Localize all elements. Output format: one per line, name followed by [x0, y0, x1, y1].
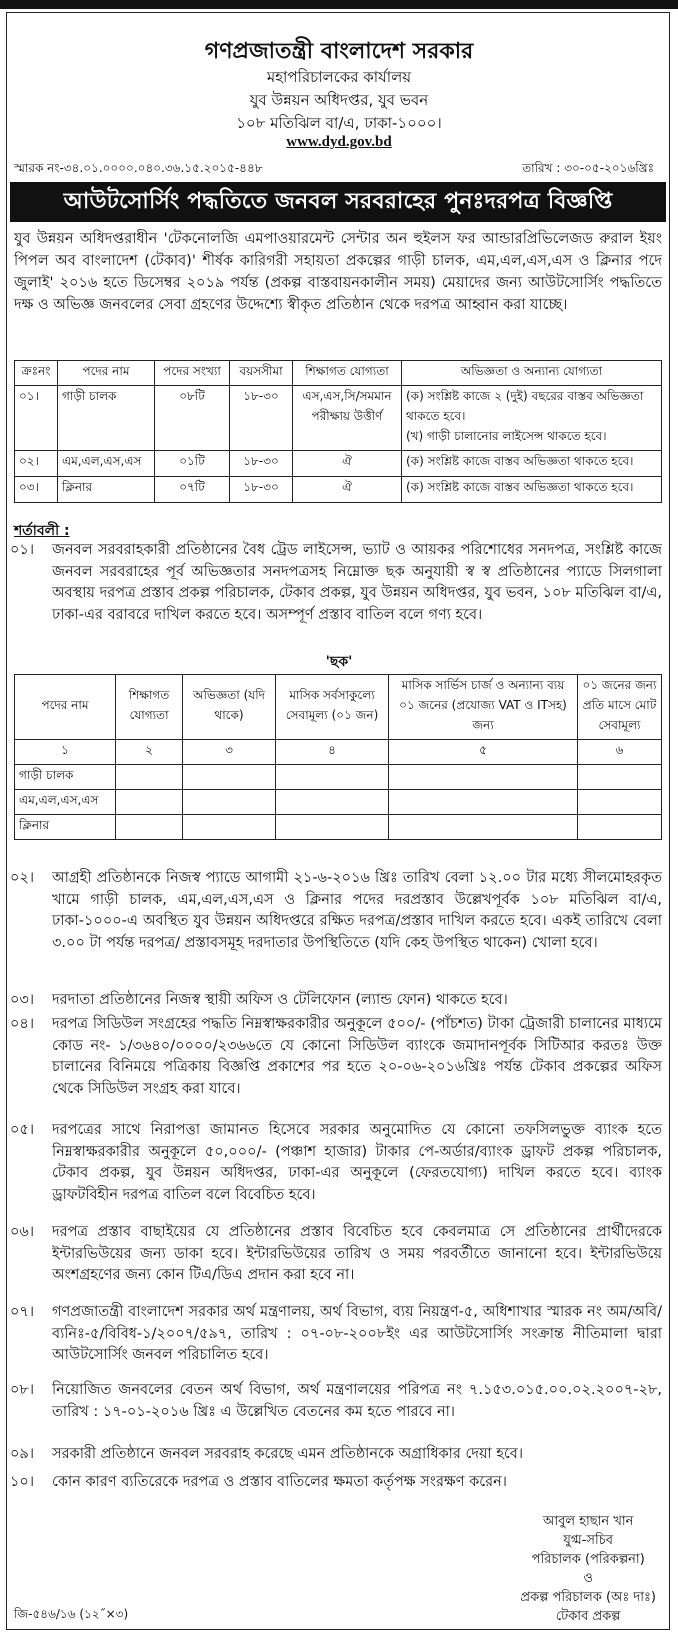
posts-table [14, 360, 662, 503]
cell-edu: ঐ [293, 477, 402, 503]
office-address: ১০৮ মতিঝিল বা/এ, ঢাকা-১০০০। [236, 114, 442, 132]
cell-edu: ঐ [293, 451, 402, 477]
cell-exp: (ক) সংশ্লিষ্ট কাজে বাস্তব অভিজ্ঞতা থাকতে হবে। [402, 477, 662, 503]
form-col-monthly: মাসিক সর্বসাকুল্যে সেবামূল্য (০১ জন) [276, 675, 389, 740]
condition-text: সরকারী প্রতিষ্ঠানে জনবল সরবরাহ করেছে এমন প্রতিষ্ঠানকে অগ্রাধিকার দেয়া হবে। [52, 1446, 524, 1462]
signature-block [520, 1512, 656, 1626]
form-cell [276, 790, 389, 815]
cell-exp [402, 386, 662, 451]
signatory-title: টেকাব প্রকল্প [555, 1609, 621, 1624]
form-col-edu: শিক্ষাগত যোগ্যতা [116, 675, 183, 740]
notice-banner: আউটসোর্সিং পদ্ধতিতে জনবল সরবরাহের পুনঃদরপত্র বিজ্ঞপ্তি [10, 182, 666, 222]
office-name: মহাপরিচালকের কার্যালয় [266, 68, 412, 86]
form-cell [389, 765, 578, 790]
cell-sl: ০৩। [15, 477, 58, 503]
condition-number: ০১। [10, 542, 35, 558]
condition-text: জনবল সরবরাহকারী প্রতিষ্ঠানের বৈধ ট্রেড লাইসেন্স, ভ্যাট ও আয়কর পরিশোধের সনদপত্র, সংশ্লিষ্ট কাজে জনবল সরবরাহের পূর্ব অভিজ্ঞতার সনদপত্রসহ নিম্নোক্ত ছক অনুযায়ী স্ব স্ব প্রতিষ্ঠানের প্যাডে সিলগালা অবস্থায় দরপত্র প্রস্তাব প্রকল্প পরিচালক, টেকাব প্রকল্প, যুব উন্নয়ন অধিদপ্তর, যুব ভবন, ১০৮ মতিঝিল বা/এ, ঢাকা-এর বরাবরে দাখিল করতে হবে। অসম্পূর্ণ প্রস্তাব বাতিল বলে গণ্য হবে। [52, 542, 662, 623]
condition-number: ০৬। [10, 1224, 35, 1240]
condition-item [10, 1380, 662, 1423]
cell-count: ০৭টি [155, 477, 230, 503]
cell-post: ক্লিনার [58, 477, 155, 503]
form-num: ১ [15, 740, 116, 765]
department-name: যুব উন্নয়ন অধিদপ্তর, যুব ভবন [249, 91, 429, 109]
condition-number: ০৯। [10, 1446, 35, 1462]
form-row-label: গাড়ী চালক [15, 765, 116, 790]
cell-count: ০১টি [155, 451, 230, 477]
table-row [15, 477, 662, 503]
form-cell [578, 815, 662, 840]
condition-text: দরপত্র প্রস্তাব বাছাইয়ের যে প্রতিষ্ঠানের প্রস্তাব বিবেচিত হবে কেবলমাত্র সে প্রতিষ্ঠানের প্রার্থীদেরকে ইন্টারভিউয়ের জন্য ডাকা হবে। ইন্টারভিউয়ের তারিখ ও সময় পরবর্তীতে জানানো হবে। ইন্টারভিউয়ে অংশগ্রহণের জন্য কোন টিএ/ডিএ প্রদান করা হবে না। [52, 1224, 662, 1283]
condition-text: দরপত্রের সাথে নিরাপত্তা জামানত হিসেবে সরকার অনুমোদিত যে কোনো তফসিলভুক্ত ব্যাংক হতে নিম্নস্বাক্ষরকারীর অনুকূলে ৫০,০০০/- (পঞ্চাশ হাজার) টাকার পে-অর্ডার/ব্যাংক ড্রাফট প্রকল্প পরিচালক, টেকাব প্রকল্প, যুব উন্নয়ন অধিদপ্তর, ঢাকা-এর অনুকূলে (ফেরতযোগ্য) দাখিল করতে হবে। ব্যাংক ড্রাফটবিহীন দরপত্র বাতিল বলে বিবেচিত হবে। [52, 1122, 662, 1203]
signatory-title: যুগ্ম-সচিব [563, 1533, 613, 1548]
intro-paragraph: যুব উন্নয়ন অধিদপ্তরাধীন 'টেকনোলজি এমপাওয়ারমেন্ট সেন্টার অন হুইলস ফর আন্ডারপ্রিভিলেজড রুরাল ইয়ং পিপল অব বাংলাদেশ (টেকাব)' শীর্ষক কারিগরী সহায়তা প্রকল্পের গাড়ী চালক, এম,এল,এস,এস ও ক্লিনার পদে জুলাই' ২০১৬ হতে ডিসেম্বর ২০১৯ পর্যন্ত (প্রকল্প বাস্তবায়নকালীন সময়) মেয়াদের জন্য আউটসোর্সিং পদ্ধতিতে দক্ষ ও অভিজ্ঞ জনবলের সেবা গ্রহণের উদ্দেশ্যে স্বীকৃত প্রতিষ্ঠান থেকে দরপত্র আহ্বান করা যাচ্ছে। [14, 231, 662, 313]
condition-item [10, 1302, 662, 1367]
form-cell [183, 790, 276, 815]
condition-text: দরদাতা প্রতিষ্ঠানের নিজস্ব স্থায়ী অফিস ও টেলিফোন (ল্যান্ড ফোন) থাকতে হবে। [52, 992, 508, 1008]
condition-item [10, 868, 662, 954]
condition-item [10, 1120, 662, 1206]
signatory-conjunction: ও [583, 1571, 593, 1586]
form-title: 'ছক' [325, 654, 353, 670]
form-cell [389, 815, 578, 840]
col-header-post: পদের নাম [58, 361, 155, 386]
col-header-edu: শিক্ষাগত যোগ্যতা [293, 361, 402, 386]
condition-item [10, 1444, 662, 1466]
form-table-header [15, 675, 662, 740]
website-link[interactable]: www.dyd.gov.bd [286, 134, 392, 150]
col-header-exp: অভিজ্ঞতা ও অন্যান্য যোগ্যতা [402, 361, 662, 386]
condition-item [10, 540, 662, 626]
form-cell [116, 765, 183, 790]
condition-number: ০৪। [10, 1016, 35, 1032]
footer-code: জি-৫৪৬/১৬ (১২˝×৩) [14, 1607, 129, 1621]
form-col-service: মাসিক সার্ভিস চার্জ ও অন্যান্য ব্যয় ০১ জনের (প্রযোজ্য VAT ও ITসহ) জন্য [389, 675, 578, 740]
condition-number: ০৩। [10, 992, 35, 1008]
form-num: ৩ [183, 740, 276, 765]
form-cell [578, 790, 662, 815]
signatory-title: প্রকল্প পরিচালক (অঃ দাঃ) [520, 1590, 656, 1605]
condition-text: গণপ্রজাতন্ত্রী বাংলাদেশ সরকার অর্থ মন্ত্রণালয়, অর্থ বিভাগ, ব্যয় নিয়ন্ত্রণ-৫, অধিশাখার স্মারক নং অম/অবি/ব্যনিঃ-৫/বিবিধ-১/২০০৭/৫৯৭, তারিখ : ০৭-০৮-২০০৮ইং এর আউটসোর্সিং সংক্রান্ত নীতিমালা দ্বারা আউটসোর্সিং জনবল পরিচালিত হবে। [52, 1304, 662, 1363]
table-row [15, 815, 662, 840]
condition-number: ০৮। [10, 1382, 35, 1398]
condition-item [10, 1222, 662, 1287]
form-num: ৪ [276, 740, 389, 765]
form-cell [183, 765, 276, 790]
exp-line-a: (ক) সংশ্লিষ্ট কাজে ২ (দুই) বছরের বাস্তব অভিজ্ঞতা থাকতে হবে। [406, 389, 644, 423]
cell-count: ০৮টি [155, 386, 230, 451]
form-cell [116, 815, 183, 840]
cell-age: ১৮-৩০ [230, 477, 293, 503]
form-col-post: পদের নাম [15, 675, 116, 740]
condition-text: দরপত্র সিডিউল সংগ্রহের পদ্ধতি নিম্নস্বাক্ষরকারীর অনুকূলে ৫০০/- (পাঁচশত) টাকা ট্রেজারী চালানের মাধ্যমে কোড নং- ১/৩৬৪০/০০০০/২৩৬৬তে যে কোনো সিডিউল ব্যাংকে জমাদানপূর্বক সিটিআর করতঃ উক্ত চালানের বিনিময়ে পত্রিকায় বিজ্ঞপ্তি প্রকাশের পর হতে ২০-০৬-২০১৬খ্রিঃ পর্যন্ত টেকাব প্রকল্পের অফিস থেকে সিডিউল সংগ্রহ করা যাবে। [52, 1016, 662, 1097]
form-cell [183, 815, 276, 840]
table-row [15, 765, 662, 790]
condition-number: ০৫। [10, 1122, 35, 1138]
signatory-name: আবুল হাছান খান [542, 1514, 634, 1529]
cell-age: ১৮-৩০ [230, 386, 293, 451]
form-number-row [15, 740, 662, 765]
cell-exp: (ক) সংশ্লিষ্ট কাজে বাস্তব অভিজ্ঞতা থাকতে হবে। [402, 451, 662, 477]
condition-item [10, 990, 662, 1012]
form-cell [116, 790, 183, 815]
conditions-title: শর্তাবলী : [14, 523, 70, 539]
form-row-label: ক্লিনার [15, 815, 116, 840]
form-cell [276, 815, 389, 840]
table-row [15, 386, 662, 451]
notice-date: তারিখ : ৩০-০৫-২০১৬খ্রিঃ [522, 161, 654, 175]
condition-number: ১০। [10, 1474, 35, 1490]
form-row-label: এম,এল,এস,এস [15, 790, 116, 815]
condition-item [10, 1472, 662, 1494]
form-num: ৬ [578, 740, 662, 765]
col-header-count: পদের সংখ্যা [155, 361, 230, 386]
cell-sl: ০২। [15, 451, 58, 477]
cell-sl: ০১। [15, 386, 58, 451]
posts-table-header [15, 361, 662, 386]
col-header-sl: ক্রঃনং [15, 361, 58, 386]
form-num: ২ [116, 740, 183, 765]
cell-age: ১৮-৩০ [230, 451, 293, 477]
cell-post: এম,এল,এস,এস [58, 451, 155, 477]
table-row [15, 790, 662, 815]
form-cell [389, 790, 578, 815]
condition-text: নিয়োজিত জনবলের বেতন অর্থ বিভাগ, অর্থ মন্ত্রণালয়ের পরিপত্র নং ৭.১৫৩.০১৫.০০.০২.২০০৭-২৮, তারিখ : ১৭-০১-২০১৬ খ্রিঃ এ উল্লেখিত বেতনের কম হতে পারবে না। [52, 1382, 662, 1420]
signatory-title: পরিচালক (পরিকল্পনা) [531, 1552, 645, 1567]
col-header-age: বয়সসীমা [230, 361, 293, 386]
condition-item [10, 1014, 662, 1100]
form-col-total: ০১ জনের জন্য প্রতি মাসে মোট সেবামূল্য [578, 675, 662, 740]
cell-edu: এস,এস,সি/সমমান পরীক্ষায় উত্তীর্ণ [293, 386, 402, 451]
condition-text: কোন কারণ ব্যতিরেকে দরপত্র ও প্রস্তাব বাতিলের ক্ষমতা কর্তৃপক্ষ সংরক্ষণ করেন। [52, 1474, 507, 1490]
form-cell [578, 765, 662, 790]
exp-line-b: (খ) গাড়ী চালানোর লাইসেন্স থাকতে হবে। [406, 429, 607, 443]
form-num: ৫ [389, 740, 578, 765]
top-border [0, 0, 678, 9]
condition-number: ০২। [10, 870, 35, 886]
price-form-table [14, 674, 662, 840]
govt-title: গণপ্রজাতন্ত্রী বাংলাদেশ সরকার [204, 39, 474, 64]
cell-post: গাড়ী চালক [58, 386, 155, 451]
table-row [15, 451, 662, 477]
form-col-exp: অভিজ্ঞতা (যদি থাকে) [183, 675, 276, 740]
condition-number: ০৭। [10, 1304, 35, 1320]
condition-text: আগ্রহী প্রতিষ্ঠানকে নিজস্ব প্যাডে আগামী ২১-৬-২০১৬ খ্রিঃ তারিখ বেলা ১২.০০ টার মধ্যে সীলমোহরকৃত খামে গাড়ী চালক, এম,এল,এস,এস ও ক্লিনার পদের দরপ্রস্তাব উল্লেখপূর্বক ১০৮ মতিঝিল বা/এ, ঢাকা-১০০০-এ অবস্থিত যুব উন্নয়ন অধিদপ্তরে রক্ষিত দরপত্র/প্রস্তাব দাখিল করতে হবে। একই তারিখে বেলা ৩.০০ টা পর্যন্ত দরপত্র/ প্রস্তাবসমূহ দরদাতার উপস্থিতিতে (যদি কেহ উপস্থিত থাকেন) খোলা হবে। [52, 870, 662, 951]
form-cell [276, 765, 389, 790]
memo-number: স্মারক নং-৩৪.০১.০০০০.০৪০.৩৬.১৫.২০১৫-৪৪৮ [14, 161, 263, 175]
